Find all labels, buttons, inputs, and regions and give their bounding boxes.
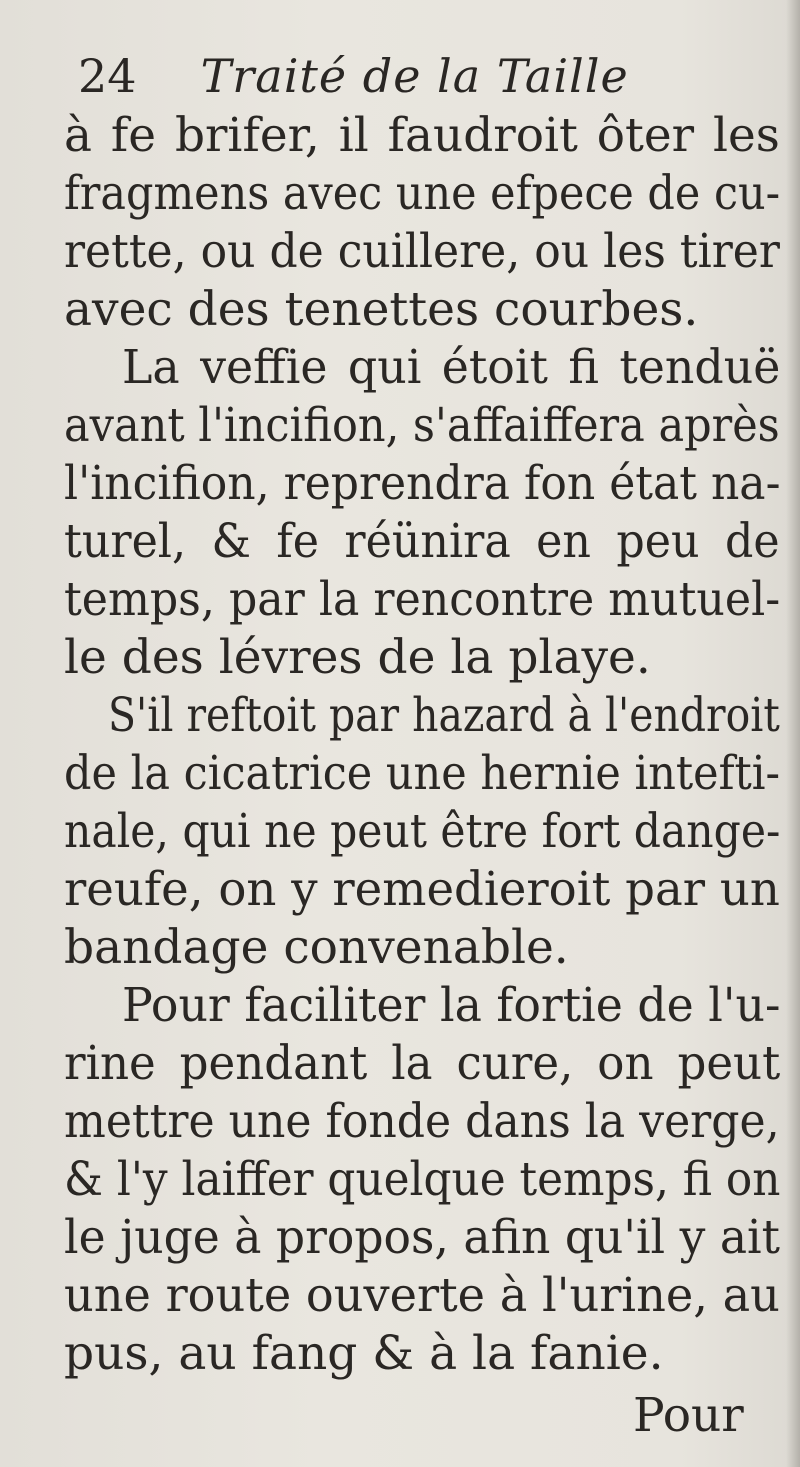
text-line: & l'y laiffer quelque temps, fi on (64, 1152, 781, 1207)
text-line: reufe, on y remedieroit par un (64, 862, 780, 917)
text-line: turel, & fe réünira en peu de (64, 514, 780, 569)
text-line: rette, ou de cuillere, ou les tirer (64, 224, 780, 279)
text-line: nale, qui ne peut être fort dange- (64, 804, 781, 859)
text-line: S'il reftoit par hazard à l'endroit (108, 688, 780, 743)
text-line: La veffie qui étoit fi tenduë (122, 340, 781, 395)
text-line: temps, par la rencontre mutuel- (64, 572, 781, 627)
text-line: l'incifion, reprendra fon état na- (64, 456, 781, 511)
page-gutter-shadow (786, 0, 800, 1467)
text-line: avec des tenettes courbes. (64, 282, 699, 337)
text-line: avant l'incifion, s'affaiffera après (64, 398, 780, 453)
text-line: de la cicatrice une hernie intefti- (64, 746, 781, 801)
text-line: pus, au fang & à la fanie. (64, 1326, 664, 1381)
text-line: mettre une fonde dans la verge, (64, 1094, 780, 1149)
text-line: le juge à propos, afin qu'il y ait (64, 1210, 780, 1265)
running-title: Traité de la Taille (200, 49, 629, 103)
text-line: bandage convenable. (64, 920, 569, 975)
catchword: Pour (633, 1388, 744, 1443)
text-line: le des lévres de la playe. (64, 630, 651, 685)
page-number: 24 (78, 49, 137, 103)
page-header (78, 46, 629, 106)
text-line: Pour faciliter la fortie de l'u- (122, 978, 781, 1033)
text-line: rine pendant la cure, on peut (64, 1036, 781, 1091)
text-line: à fe brifer, il faudroit ôter les (64, 108, 780, 163)
text-line: une route ouverte à l'urine, au (64, 1268, 780, 1323)
text-line: fragmens avec une efpece de cu- (64, 166, 781, 221)
